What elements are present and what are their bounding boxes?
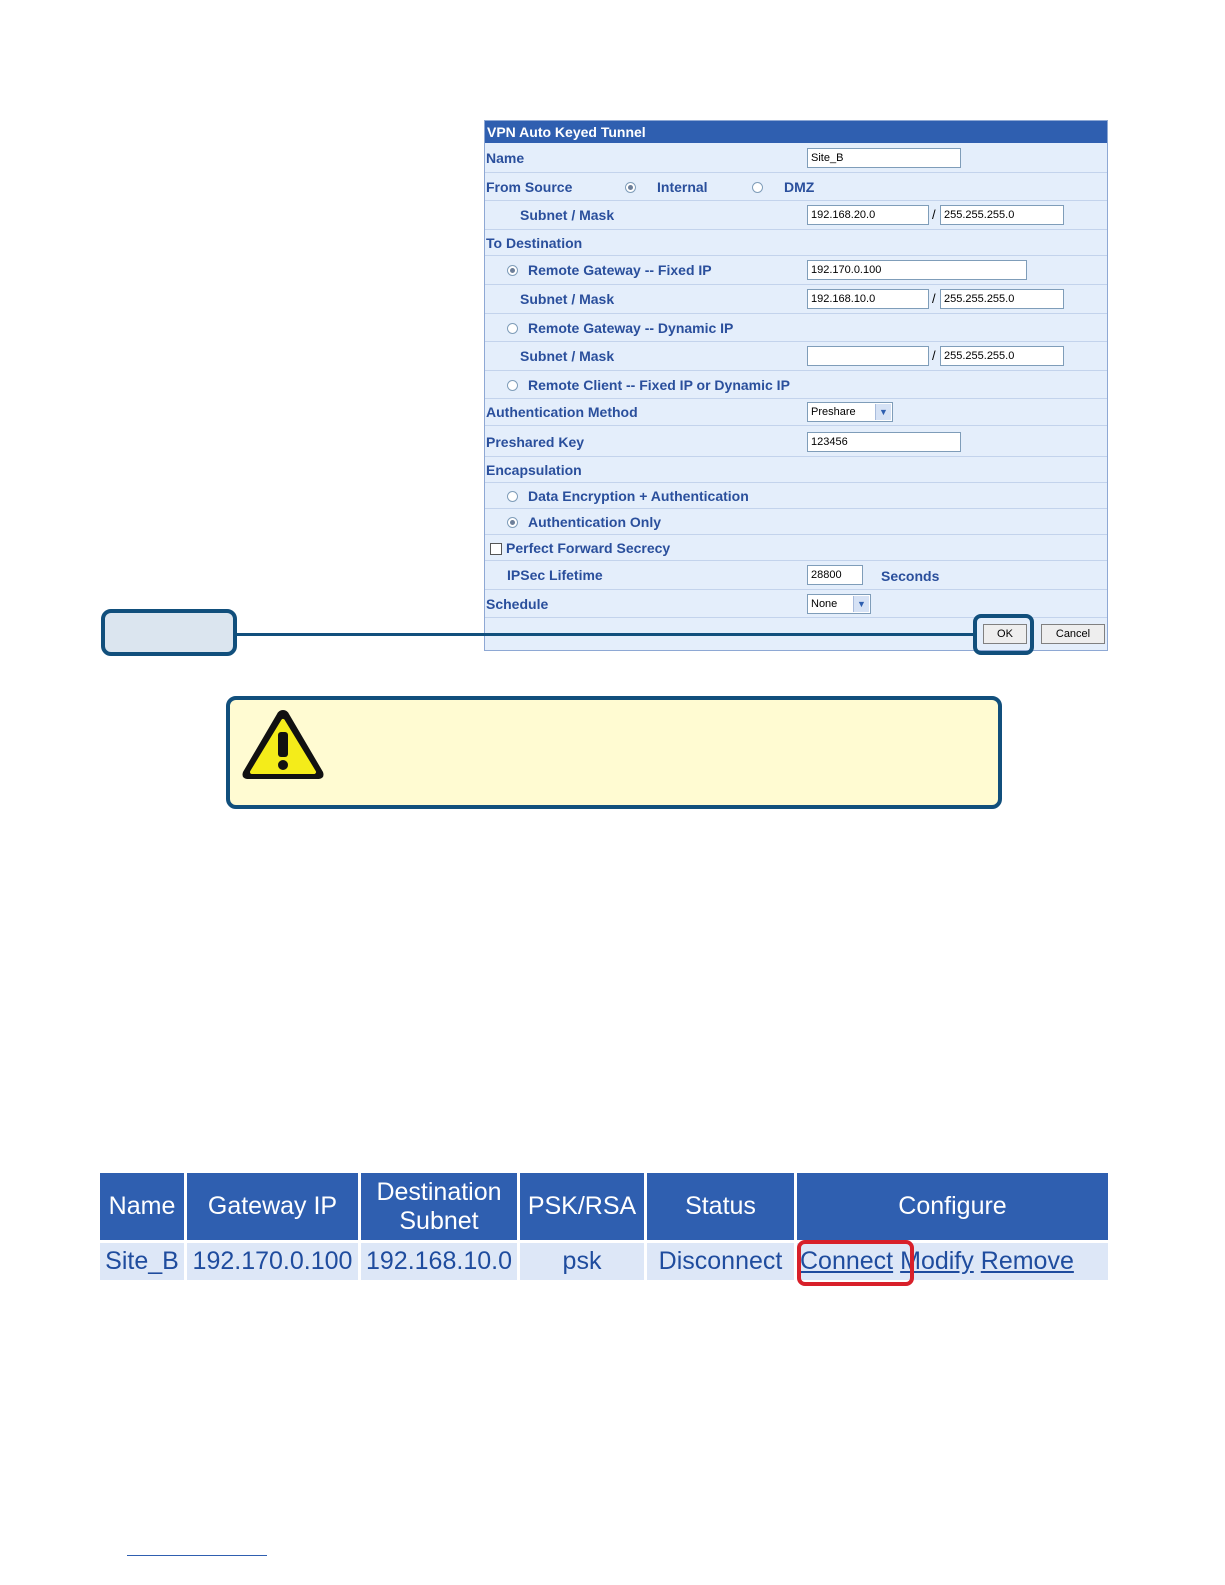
chevron-down-icon: ▼ — [853, 596, 869, 612]
ok-button[interactable]: OK — [983, 624, 1027, 644]
row-remote-dynamic — [485, 314, 1107, 342]
vpn-auto-keyed-tunnel-panel — [484, 120, 1108, 651]
header-gateway-ip: Gateway IP — [187, 1173, 361, 1240]
callout-box — [101, 609, 237, 656]
row-source-subnet — [485, 201, 1107, 230]
panel-title: VPN Auto Keyed Tunnel — [485, 121, 1107, 143]
modify-link[interactable]: Modify — [900, 1247, 974, 1275]
header-destination-subnet: Destination Subnet — [361, 1173, 520, 1240]
preshared-key-input[interactable]: 123456 — [807, 432, 961, 452]
schedule-label: Schedule — [486, 596, 549, 612]
row-from-source — [485, 173, 1107, 201]
pfs-checkbox[interactable] — [490, 543, 502, 555]
preshared-key-label: Preshared Key — [486, 434, 585, 450]
slash-separator: / — [932, 348, 936, 363]
row-remote-client — [485, 371, 1107, 399]
row-encapsulation — [485, 457, 1107, 483]
source-internal-label: Internal — [657, 179, 708, 195]
enc-auth-only-radio[interactable] — [507, 517, 518, 528]
row-pfs — [485, 535, 1107, 561]
footer-rule — [127, 1555, 267, 1556]
ipsec-lifetime-label: IPSec Lifetime — [507, 567, 603, 583]
remote-fixed-label: Remote Gateway -- Fixed IP — [528, 262, 712, 278]
pfs-label: Perfect Forward Secrecy — [506, 540, 671, 556]
source-internal-radio[interactable] — [625, 182, 636, 193]
fixed-subnet-label: Subnet / Mask — [520, 291, 615, 307]
cell-psk-rsa: psk — [520, 1243, 647, 1280]
remote-fixed-radio[interactable] — [507, 265, 518, 276]
header-status: Status — [647, 1173, 797, 1240]
name-input[interactable]: Site_B — [807, 148, 961, 168]
enc-auth-only-label: Authentication Only — [528, 514, 661, 530]
remote-dynamic-radio[interactable] — [507, 323, 518, 334]
remote-client-label: Remote Client -- Fixed IP or Dynamic IP — [528, 377, 790, 393]
dynamic-subnet-label: Subnet / Mask — [520, 348, 615, 364]
remote-dynamic-label: Remote Gateway -- Dynamic IP — [528, 320, 734, 336]
header-psk-rsa: PSK/RSA — [520, 1173, 647, 1240]
remote-fixed-ip-input[interactable]: 192.170.0.100 — [807, 260, 1027, 280]
row-auth-method — [485, 399, 1107, 426]
source-dmz-label: DMZ — [784, 179, 815, 195]
row-preshared-key — [485, 426, 1107, 457]
warning-box — [226, 696, 1002, 809]
auth-method-value: Preshare — [811, 406, 856, 418]
from-source-label: From Source — [486, 179, 573, 195]
dynamic-mask-input[interactable]: 255.255.255.0 — [940, 346, 1064, 366]
encapsulation-label: Encapsulation — [486, 462, 582, 478]
row-dynamic-subnet — [485, 342, 1107, 371]
row-ipsec-lifetime — [485, 561, 1107, 590]
header-configure: Configure — [797, 1173, 1108, 1240]
enc-data-auth-radio[interactable] — [507, 491, 518, 502]
enc-data-auth-label: Data Encryption + Authentication — [528, 488, 749, 504]
remove-link[interactable]: Remove — [980, 1247, 1074, 1275]
name-label: Name — [486, 150, 525, 166]
cancel-button[interactable]: Cancel — [1041, 624, 1105, 644]
row-to-destination — [485, 230, 1107, 256]
seconds-label: Seconds — [881, 568, 940, 584]
auth-method-label: Authentication Method — [486, 404, 638, 420]
fixed-mask-input[interactable]: 255.255.255.0 — [940, 289, 1064, 309]
fixed-subnet-input[interactable]: 192.168.10.0 — [807, 289, 929, 309]
slash-separator: / — [932, 207, 936, 222]
remote-client-radio[interactable] — [507, 380, 518, 391]
callout-line — [237, 633, 974, 636]
ipsec-lifetime-input[interactable]: 28800 — [807, 565, 863, 585]
schedule-select[interactable] — [807, 594, 871, 614]
chevron-down-icon: ▼ — [875, 404, 891, 420]
schedule-value: None — [811, 598, 838, 610]
source-dmz-radio[interactable] — [752, 182, 763, 193]
dynamic-subnet-input[interactable] — [807, 346, 929, 366]
to-destination-label: To Destination — [486, 235, 583, 251]
row-name — [485, 143, 1107, 173]
auth-method-select[interactable] — [807, 402, 893, 422]
cell-status: Disconnect — [647, 1243, 797, 1280]
row-enc-auth-only — [485, 509, 1107, 535]
source-subnet-input[interactable]: 192.168.20.0 — [807, 205, 929, 225]
row-fixed-subnet — [485, 285, 1107, 314]
connect-link[interactable]: Connect — [800, 1247, 894, 1275]
connect-link-highlight — [797, 1240, 914, 1286]
cell-destination-subnet: 192.168.10.0 — [361, 1243, 520, 1280]
source-mask-input[interactable]: 255.255.255.0 — [940, 205, 1064, 225]
slash-separator: / — [932, 291, 936, 306]
row-enc-data-auth — [485, 483, 1107, 509]
row-remote-fixed — [485, 256, 1107, 285]
header-name: Name — [100, 1173, 187, 1240]
source-subnet-label: Subnet / Mask — [520, 207, 615, 223]
ok-button-highlight — [973, 614, 1034, 655]
cell-gateway-ip: 192.170.0.100 — [187, 1243, 361, 1280]
vpn-tunnel-table — [100, 1173, 1108, 1280]
cell-name: Site_B — [100, 1243, 187, 1280]
warning-triangle-icon — [238, 706, 328, 784]
